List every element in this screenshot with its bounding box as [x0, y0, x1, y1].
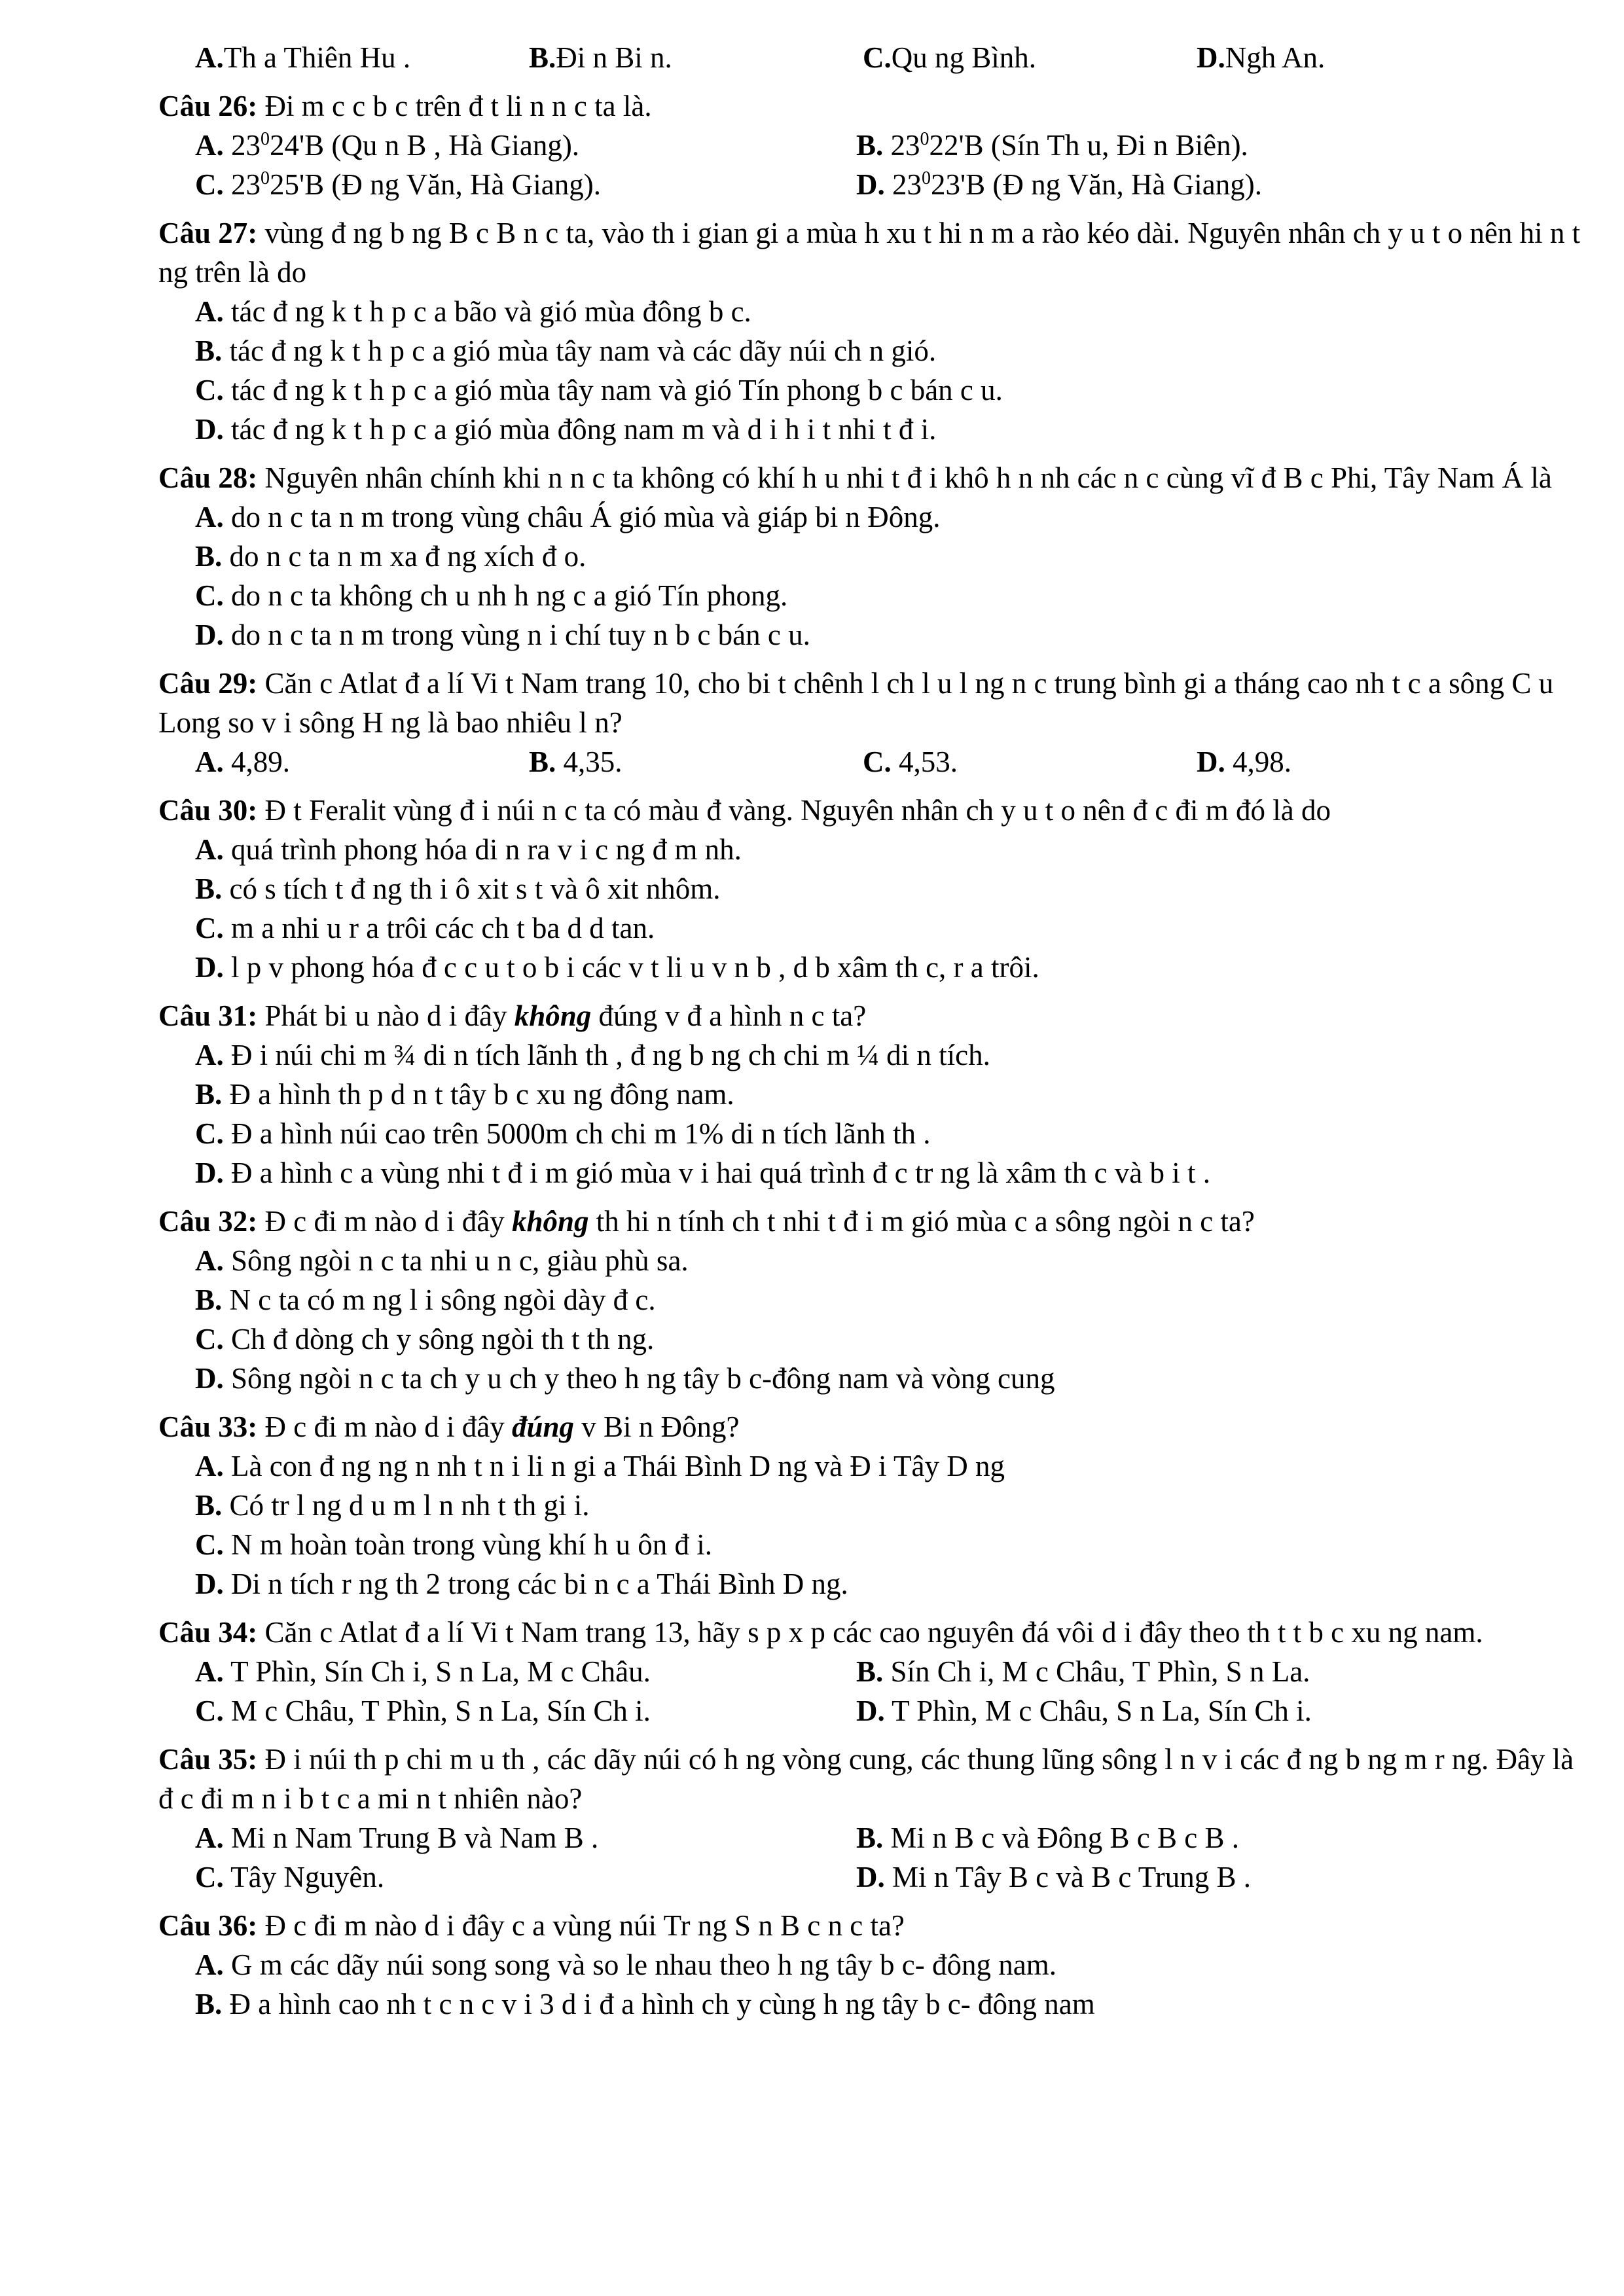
options-row	[158, 1691, 1585, 1731]
option-c: C. m a nhi u r a trôi các ch t ba d d tan.	[195, 912, 655, 944]
option-d: D. $23^023'B$ (Đ ng Văn, Hà Giang).	[856, 168, 1262, 201]
options-row	[158, 165, 1585, 204]
options-row	[158, 126, 1585, 165]
top-options-row	[158, 38, 1585, 77]
question-29	[158, 664, 1585, 781]
option-c: C. $23^025'B$ (Đ ng Văn, Hà Giang).	[195, 168, 601, 201]
option-a: A. tác đ ng k t h p c a bão và gió mùa đông b c.	[195, 295, 751, 328]
option-a: A. Đ i núi chi m ¾ di n tích lãnh th , đ ng b ng ch chi m ¼ di n tích.	[195, 1039, 990, 1071]
option-d: D. Sông ngòi n c ta ch y u ch y theo h ng tây b c-đông nam và vòng cung	[195, 1362, 1055, 1395]
question-stem: Câu 31: Phát bi u nào d i đây không đúng v đ a hình n c ta?	[158, 999, 867, 1032]
question-33	[158, 1407, 1585, 1604]
option-b: B. 4,35.	[529, 745, 623, 778]
question-stem: Câu 34: Căn c Atlat đ a lí Vi t Nam trang 13, hãy s p x p các cao nguyên đá vôi d i đây theo th t t b c xu ng nam.	[158, 1616, 1483, 1649]
question-stem: Câu 33: Đ c đi m nào d i đây đúng v Bi n Đông?	[158, 1410, 740, 1443]
option-b: B. tác đ ng k t h p c a gió mùa tây nam và các dãy núi ch n gió.	[195, 334, 937, 367]
option-a: A. Mi n Nam Trung B và Nam B .	[195, 1821, 599, 1854]
question-35	[158, 1740, 1585, 1897]
question-stem: Câu 32: Đ c đi m nào d i đây không th hi n tính ch t nhi t đ i m gió mùa c a sông ngòi n c ta?	[158, 1205, 1255, 1238]
question-stem: Câu 26: Đi m c c b c trên đ t li n n c ta là.	[158, 90, 652, 122]
option-a: A. T Phìn, Sín Ch i, S n La, M c Châu.	[195, 1655, 651, 1688]
option-a: A. do n c ta n m trong vùng châu Á gió mùa và giáp bi n Đông.	[195, 501, 941, 533]
question-32	[158, 1202, 1585, 1398]
option-d: D. l p v phong hóa đ c c u t o b i các v t li u v n b , d b xâm th c, r a trôi.	[195, 951, 1039, 984]
option-a: A. Sông ngòi n c ta nhi u n c, giàu phù sa.	[195, 1244, 689, 1277]
option-c: C. Tây Nguyên.	[195, 1861, 385, 1893]
option-d: D. T Phìn, M c Châu, S n La, Sín Ch i.	[856, 1695, 1312, 1727]
question-stem: Câu 28: Nguyên nhân chính khi n n c ta không có khí h u nhi t đ i khô h n nh các n c cùng vĩ đ B c Phi, Tây Nam Á là	[158, 461, 1552, 494]
option-d: D. Mi n Tây B c và B c Trung B .	[856, 1861, 1251, 1893]
option-c: C. M c Châu, T Phìn, S n La, Sín Ch i.	[195, 1695, 651, 1727]
exam-page	[158, 38, 1585, 2024]
option-c: C. tác đ ng k t h p c a gió mùa tây nam và gió Tín phong b c bán c u.	[195, 374, 1003, 406]
option-a: A. 4,89.	[195, 745, 290, 778]
options-row	[158, 742, 1585, 781]
question-stem: Câu 35: Đ i núi th p chi m u th , các dãy núi có h ng vòng cung, các thung lũng sông l n v i các đ ng b ng m r ng. Đây là đ c đi m n i b t c a mi n t nhiên nào?	[158, 1743, 1574, 1815]
option-c: C. 4,53.	[863, 745, 958, 778]
question-34	[158, 1613, 1585, 1731]
option-b: B. Đ a hình cao nh t c n c v i 3 d i đ a hình ch y cùng h ng tây b c- đông nam	[195, 1988, 1095, 2020]
option-c: C. Ch đ dòng ch y sông ngòi th t th ng.	[195, 1323, 655, 1355]
option-a: A.Th a Thiên Hu .	[195, 41, 411, 74]
option-a: A. G m các dãy núi song song và so le nhau theo h ng tây b c- đông nam.	[195, 1948, 1056, 1981]
option-d: D. tác đ ng k t h p c a gió mùa đông nam m và d i h i t nhi t đ i.	[195, 413, 937, 446]
question-30	[158, 791, 1585, 987]
option-b: B. Có tr l ng d u m l n nh t th gi i.	[195, 1489, 590, 1522]
option-b: B. Đ a hình th p d n t tây b c xu ng đông nam.	[195, 1078, 734, 1111]
question-36	[158, 1906, 1585, 2024]
option-c: C. Đ a hình núi cao trên 5000m ch chi m 1% di n tích lãnh th .	[195, 1117, 931, 1150]
option-b: B. $23^022'B$ (Sín Th u, Đi n Biên).	[856, 129, 1248, 162]
option-d: D. do n c ta n m trong vùng n i chí tuy n b c bán c u.	[195, 619, 810, 651]
options-row	[158, 1652, 1585, 1691]
option-a: A. Là con đ ng ng n nh t n i li n gi a Thái Bình D ng và Đ i Tây D ng	[195, 1450, 1005, 1482]
question-27	[158, 213, 1585, 449]
option-a: A. $23^024'B$ (Qu n B , Hà Giang).	[195, 129, 580, 162]
options-row	[158, 1857, 1585, 1897]
question-26	[158, 86, 1585, 204]
option-b: B. Sín Ch i, M c Châu, T Phìn, S n La.	[856, 1655, 1310, 1688]
option-b: B. do n c ta n m xa đ ng xích đ o.	[195, 540, 586, 573]
option-d: D. Di n tích r ng th 2 trong các bi n c a Thái Bình D ng.	[195, 1568, 848, 1600]
options-row	[158, 1818, 1585, 1857]
option-d: D.Ngh An.	[1197, 41, 1326, 74]
option-a: A. quá trình phong hóa di n ra v i c ng đ m nh.	[195, 833, 742, 866]
option-d: D. Đ a hình c a vùng nhi t đ i m gió mùa v i hai quá trình đ c tr ng là xâm th c và b i t .	[195, 1157, 1210, 1189]
option-d: D. 4,98.	[1197, 745, 1291, 778]
question-31	[158, 996, 1585, 1193]
option-b: B.Đi n Bi n.	[529, 41, 672, 74]
option-b: B. N c ta có m ng l i sông ngòi dày đ c.	[195, 1283, 656, 1316]
option-c: C. N m hoàn toàn trong vùng khí h u ôn đ i.	[195, 1528, 712, 1561]
question-stem: Câu 29: Căn c Atlat đ a lí Vi t Nam trang 10, cho bi t chênh l ch l u l ng n c trung bình gi a tháng cao nh t c a sông C u Long so v i sông H ng là bao nhiêu l n?	[158, 667, 1554, 739]
option-b: B. có s tích t đ ng th i ô xit s t và ô xit nhôm.	[195, 872, 721, 905]
question-28	[158, 458, 1585, 655]
question-stem: Câu 30: Đ t Feralit vùng đ i núi n c ta có màu đ vàng. Nguyên nhân ch y u t o nên đ c đi m đó là do	[158, 794, 1331, 827]
option-c: C. do n c ta không ch u nh h ng c a gió Tín phong.	[195, 579, 788, 612]
option-b: B. Mi n B c và Đông B c B c B .	[856, 1821, 1239, 1854]
question-stem: Câu 36: Đ c đi m nào d i đây c a vùng núi Tr ng S n B c n c ta?	[158, 1909, 905, 1942]
question-stem: Câu 27: vùng đ ng b ng B c B n c ta, vào th i gian gi a mùa h xu t hi n m a rào kéo dài. Nguyên nhân ch y u t o nên hi n t ng trên là do	[158, 217, 1581, 289]
option-c: C.Qu ng Bình.	[863, 41, 1037, 74]
